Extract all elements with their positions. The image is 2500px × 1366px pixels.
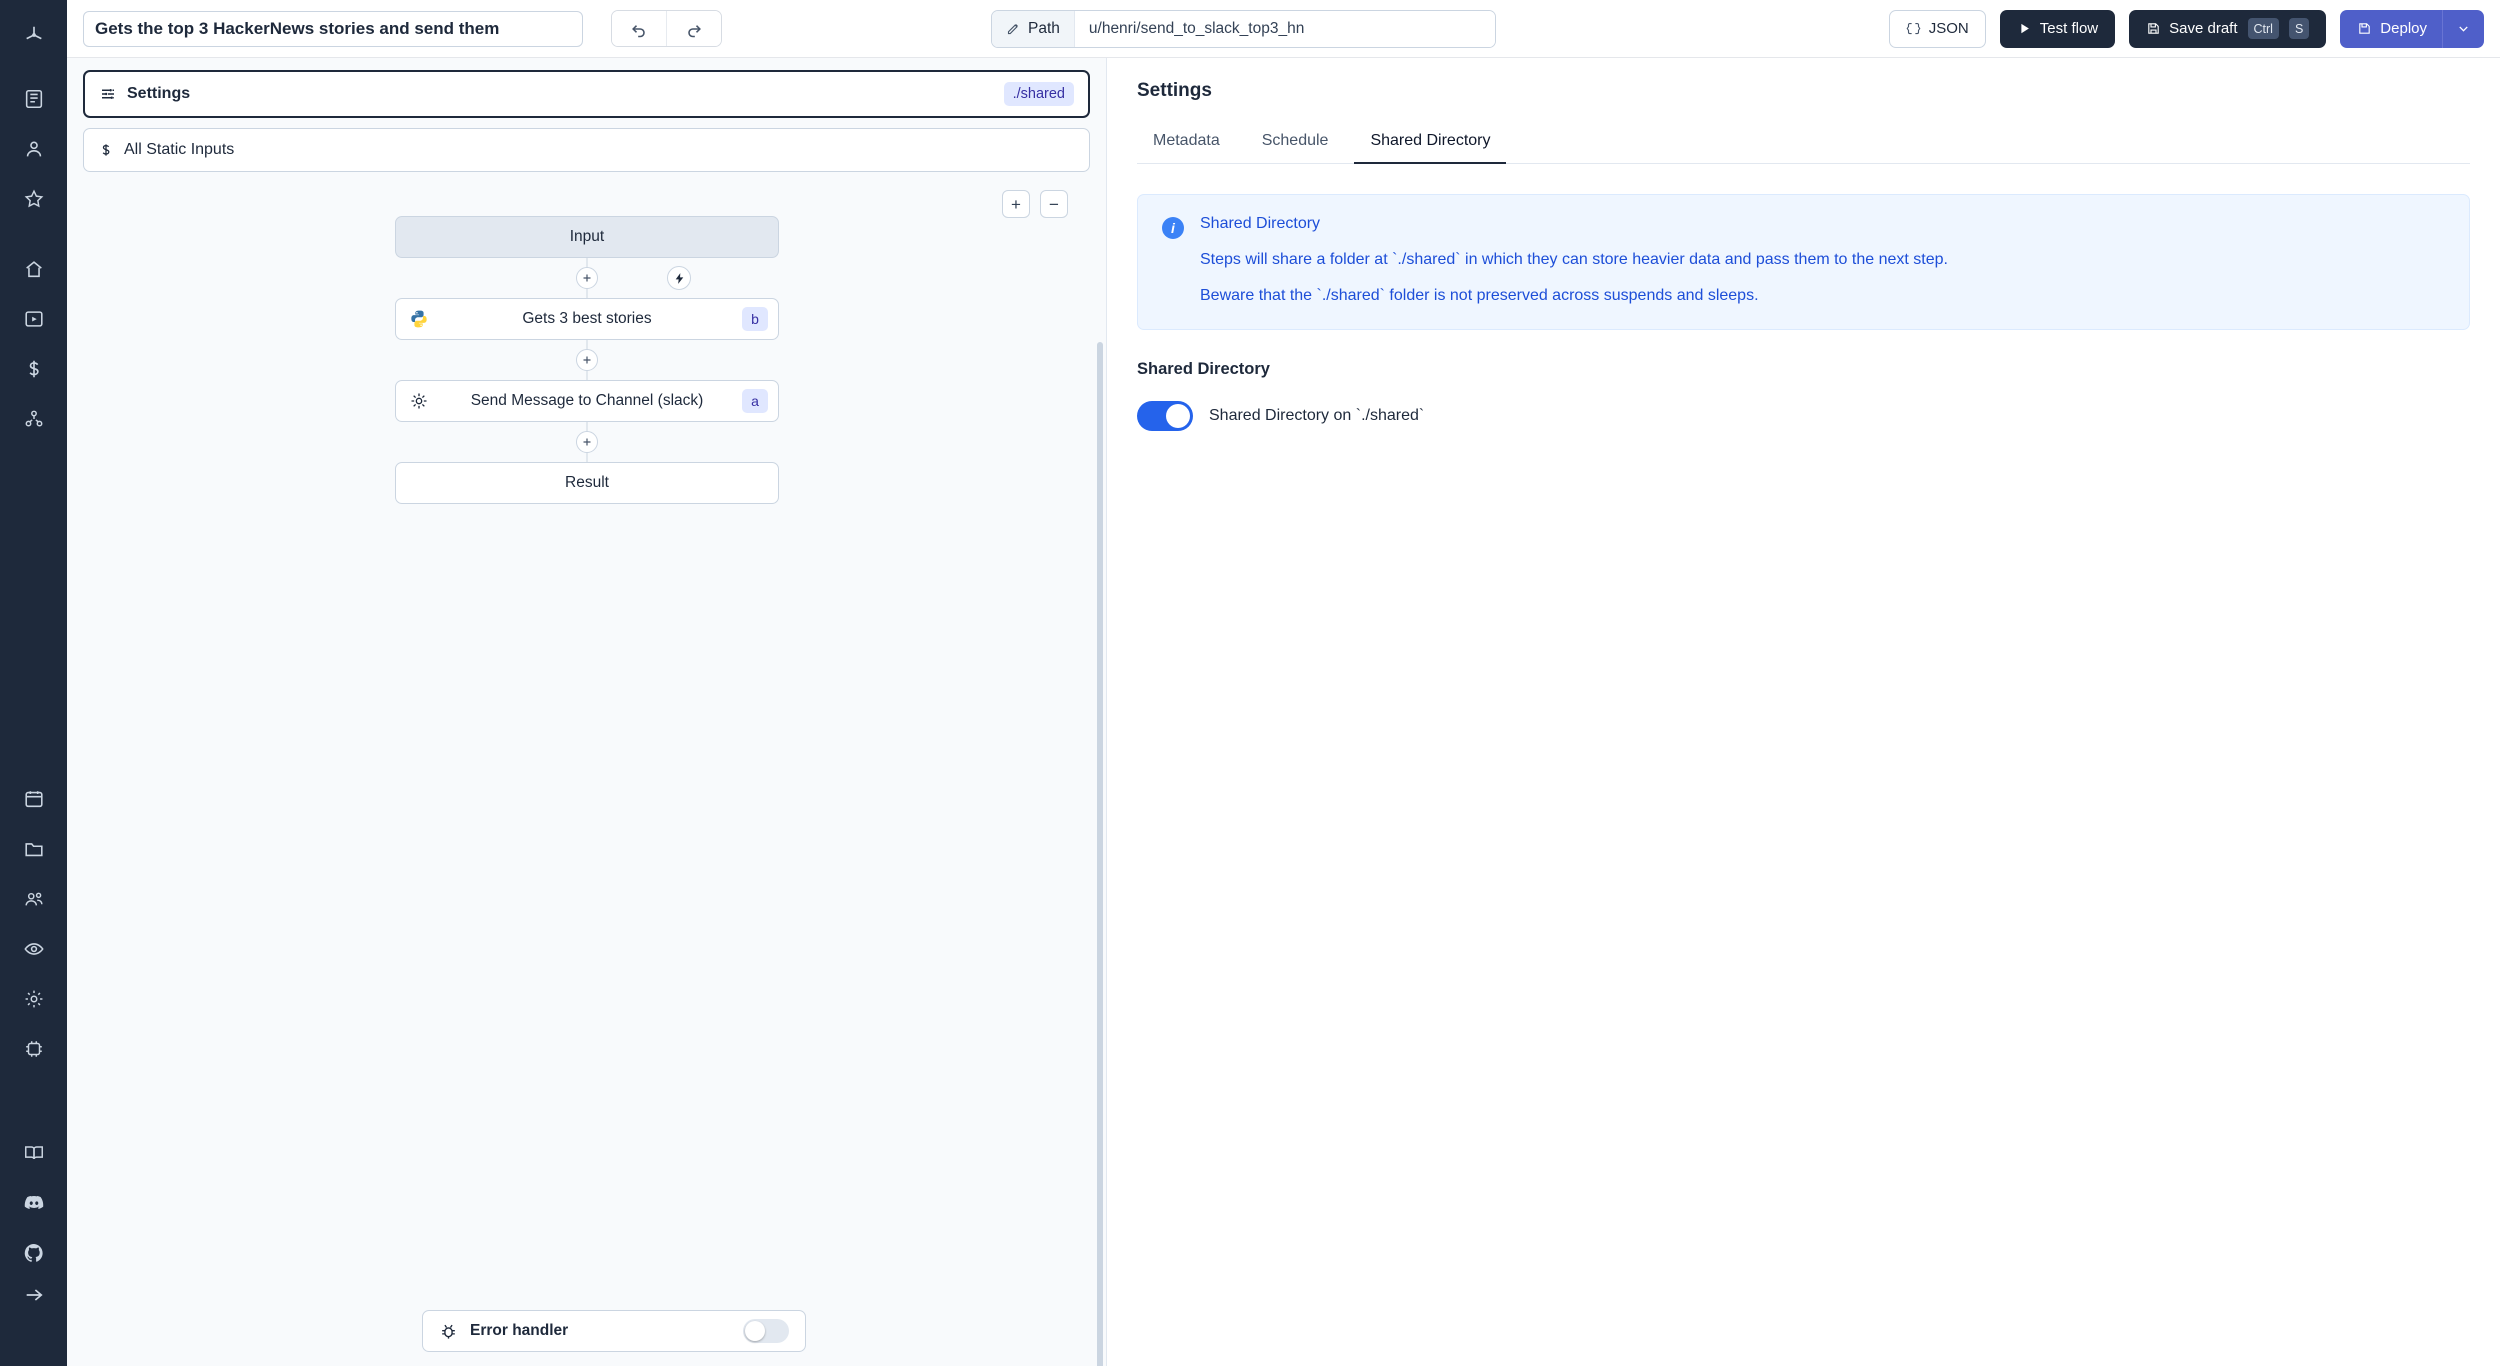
dollar-icon [23,358,45,380]
flow-settings-label: Settings [127,85,191,102]
deploy-dropdown-button[interactable] [2442,10,2484,48]
error-handler-card[interactable] [422,1310,806,1352]
info-line-2: Beware that the `./shared` folder is not preserved across suspends and sleeps. [1200,287,1759,304]
tab-shared-directory[interactable]: Shared Directory [1354,124,1506,164]
sidebar-item-home[interactable] [0,244,67,294]
add-step-button[interactable] [576,349,598,371]
sidebar-item-discord[interactable] [0,1178,67,1228]
page-title: Settings [1137,80,1212,101]
save-shortcut-key: S [2289,18,2309,39]
save-shortcut-ctrl: Ctrl [2248,18,2279,39]
flow-settings-card-left [99,85,190,103]
sidebar-item-workers[interactable] [0,1024,67,1074]
static-inputs-card[interactable] [83,128,1090,172]
arrow-right-icon [23,1284,45,1306]
info-line-1: Steps will share a folder at `./shared` in which they can store heavier data and pass them to the next step. [1200,251,1948,268]
shared-directory-toggle-row [1137,401,2470,431]
flow-node-step-b[interactable] [395,298,779,340]
flow-settings-card[interactable] [83,70,1090,118]
sliders-icon [99,85,117,103]
save-draft-label: Save draft [2169,20,2238,37]
sidebar-item-expand[interactable] [0,1278,67,1328]
sidebar-item-settings[interactable] [0,974,67,1024]
github-icon [23,1242,45,1264]
add-step-button[interactable] [576,431,598,453]
book-icon [23,88,45,110]
sidebar-item-github[interactable] [0,1228,67,1278]
plus-icon [581,354,593,366]
flow-node-label: Result [565,474,609,491]
test-flow-label: Test flow [2039,20,2099,37]
sidebar-item-runs-play[interactable] [0,294,67,344]
flow-node-badge: b [742,307,768,331]
pencil-icon [1006,21,1021,36]
path-label[interactable] [992,11,1075,47]
folder-icon [23,838,45,860]
zoom-out-button[interactable]: − [1040,190,1068,218]
main-area [67,0,2500,1366]
play-icon [2017,21,2032,36]
sidebar-item-schedules[interactable] [0,774,67,824]
shared-dir-chip: ./shared [1004,82,1074,106]
settings-pane [1107,58,2500,1366]
test-flow-button[interactable] [2000,10,2115,48]
error-handler-toggle[interactable] [743,1319,789,1343]
flow-node-result[interactable] [395,462,779,504]
shared-directory-info-box [1137,194,2470,330]
static-inputs-label: All Static Inputs [124,141,235,158]
calendar-icon [23,788,45,810]
undo-redo-group [611,10,722,47]
path-field-group [991,10,1496,48]
redo-icon [684,19,704,39]
play-icon [23,308,45,330]
tab-schedule[interactable]: Schedule [1261,132,1329,149]
home-icon [23,258,45,280]
body [67,58,2500,1366]
error-handler-label: Error handler [470,1322,569,1339]
shared-directory-toggle-label: Shared Directory on `./shared` [1209,407,1425,424]
zoom-in-button[interactable]: + [1002,190,1030,218]
save-draft-button[interactable] [2129,10,2326,48]
deploy-label: Deploy [2380,20,2427,37]
undo-icon [629,19,649,39]
user-icon [23,138,45,160]
add-step-button[interactable] [576,267,598,289]
settings-tabs [1137,124,2470,164]
top-bar [67,0,2500,58]
rocket-icon [2357,21,2372,36]
json-icon [1906,21,1921,36]
flow-canvas[interactable] [67,172,1106,1366]
flow-connector [67,340,1107,380]
sidebar-item-resources[interactable] [0,394,67,444]
chevron-down-icon [2456,21,2471,36]
windmill-logo-icon [0,10,67,60]
json-button[interactable] [1889,10,1986,48]
info-title: Shared Directory [1200,215,1321,232]
info-content [1200,215,1948,305]
slack-glyph [409,391,429,411]
redo-button[interactable] [667,11,721,46]
cpu-icon [23,1038,45,1060]
users-icon [23,888,45,910]
path-input[interactable] [1075,11,1495,47]
star-icon [23,188,45,210]
sidebar-item-favorites[interactable] [0,174,67,224]
sidebar-item-runs[interactable] [0,74,67,124]
shared-directory-toggle[interactable] [1137,401,1193,431]
top-bar-actions [1889,10,2484,48]
shared-directory-section-title: Shared Directory [1137,360,1270,378]
sidebar [0,0,67,1366]
dollar-icon [98,142,114,158]
save-icon [2146,21,2161,36]
eye-icon [23,938,45,960]
flow-node-step-a[interactable] [395,380,779,422]
sidebar-item-docs[interactable] [0,1128,67,1178]
tab-metadata[interactable]: Metadata [1153,132,1220,149]
canvas-scrollbar[interactable] [1097,342,1103,1366]
flow-graph [67,216,1107,504]
undo-button[interactable] [612,11,666,46]
resource-icon [23,408,45,430]
plus-icon [581,436,593,448]
bolt-icon [673,272,686,285]
sidebar-item-variables[interactable] [0,344,67,394]
sidebar-item-audit-logs[interactable] [0,924,67,974]
bug-icon [439,1322,458,1341]
sidebar-item-groups[interactable] [0,874,67,924]
sidebar-item-folders[interactable] [0,824,67,874]
path-label-text: Path [1028,19,1060,37]
deploy-group [2340,10,2484,48]
flow-connector [67,258,1107,298]
gear-icon [23,988,45,1010]
json-button-label: JSON [1928,20,1969,37]
flow-node-label: Input [569,228,605,245]
plus-icon [581,272,593,284]
flow-node-label: Gets 3 best stories [522,310,652,327]
add-trigger-button[interactable] [667,266,691,290]
flow-node-label: Send Message to Channel (slack) [470,392,704,409]
flow-connector [67,422,1107,462]
info-icon: i [1162,217,1184,239]
flow-node-input[interactable] [395,216,779,258]
python-glyph [409,309,429,329]
slack-icon [408,390,430,412]
book-open-icon [23,1142,45,1164]
flow-editor-pane [67,58,1107,1366]
zoom-controls [1002,190,1068,218]
python-icon [408,308,430,330]
sidebar-item-logo[interactable] [0,10,67,60]
flow-node-badge: a [742,389,768,413]
sidebar-item-users[interactable] [0,124,67,174]
discord-icon [23,1192,45,1214]
deploy-button[interactable] [2340,10,2442,48]
flow-summary-input[interactable] [83,11,583,47]
